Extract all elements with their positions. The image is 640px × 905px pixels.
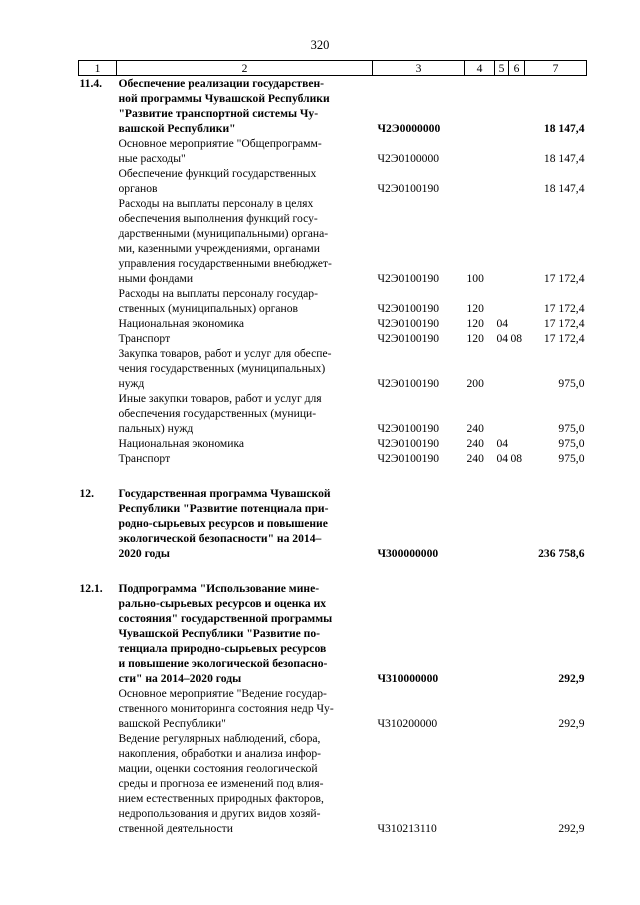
table-row	[79, 166, 587, 196]
amount: 975,0	[558, 422, 585, 435]
table-row	[79, 581, 587, 686]
target-article-code: Ч2Э0100190	[377, 317, 440, 330]
row-description: Подпрограмма "Использование мине- рально-сырьевых ресурсов и оценка их состояния" государственной программы Чувашской Республики "Развитие по- тенциала природно-сырьевых ресурсов и повышение экологической безопасно- сти" на 2014–2020 годы	[118, 582, 333, 685]
section-code	[495, 286, 509, 316]
row-description: Расходы на выплаты персоналу государ- ственных (муниципальных) органов	[118, 287, 318, 315]
amount: 292,9	[558, 822, 585, 835]
table-row	[79, 686, 587, 731]
subsection-code	[509, 196, 525, 286]
expense-type-code	[465, 486, 495, 561]
expense-type-code: 240	[466, 422, 484, 435]
amount: 18 147,4	[543, 182, 585, 195]
amount: 292,9	[558, 717, 585, 730]
amount: 975,0	[558, 452, 585, 465]
amount: 18 147,4	[543, 152, 585, 165]
target-article-code: Ч2Э0100190	[377, 272, 440, 285]
table-body	[79, 76, 587, 837]
expense-type-code	[465, 731, 495, 836]
expense-type-code: 100	[466, 272, 484, 285]
table-row	[79, 731, 587, 836]
expense-type-code	[465, 166, 495, 196]
expense-type-code	[465, 581, 495, 686]
row-description: Национальная экономика	[118, 437, 245, 450]
amount: 236 758,6	[538, 547, 585, 560]
table-row	[79, 436, 587, 451]
amount: 17 172,4	[543, 272, 585, 285]
row-number	[79, 166, 117, 196]
row-number	[79, 136, 117, 166]
subsection-code	[509, 731, 525, 836]
section-code	[495, 76, 509, 137]
section-code	[495, 486, 509, 561]
subsection-code: 08	[510, 332, 523, 345]
spacer-cell	[79, 561, 587, 581]
table-row	[79, 316, 587, 331]
target-article-code: Ч310213110	[377, 822, 437, 835]
expense-type-code: 200	[466, 377, 484, 390]
spacer-cell	[79, 466, 587, 486]
section-code: 04	[496, 452, 509, 465]
header-row	[79, 61, 587, 76]
row-description: Основное мероприятие "Ведение государ- ственного мониторинга состояния недр Чу- вашской Республики"	[118, 687, 334, 730]
section-code	[495, 581, 509, 686]
subsection-code	[509, 686, 525, 731]
row-description: Национальная экономика	[118, 317, 245, 330]
table-row	[79, 286, 587, 316]
target-article-code: Ч310000000	[377, 672, 439, 685]
target-article-code: Ч2Э0100000	[377, 152, 440, 165]
target-article-code: Ч2Э0100190	[377, 377, 440, 390]
section-code	[495, 196, 509, 286]
expense-type-code: 120	[466, 302, 484, 315]
row-description: Расходы на выплаты персоналу в целях обеспечения выполнения функций госу- дарственными (муниципальными) органа- ми, казенными учреждениями, органами управления государственными внебюджет- ными фондами	[118, 197, 332, 285]
spacer-row	[79, 466, 587, 486]
row-number: 12.	[79, 487, 94, 500]
amount: 18 147,4	[543, 122, 585, 135]
amount: 17 172,4	[543, 317, 585, 330]
header-col-2: 2	[117, 61, 373, 76]
header-col-7: 7	[525, 61, 587, 76]
row-description: Транспорт	[118, 332, 171, 345]
page-number: 320	[310, 38, 330, 52]
subsection-code	[509, 286, 525, 316]
table-row	[79, 346, 587, 391]
row-number	[79, 331, 117, 346]
header-col-1: 1	[79, 61, 117, 76]
row-description: Транспорт	[118, 452, 171, 465]
table-row	[79, 196, 587, 286]
expense-type-code	[465, 686, 495, 731]
target-article-code: Ч310200000	[377, 717, 438, 730]
expense-type-code: 120	[466, 332, 484, 345]
target-article-code: Ч2Э0000000	[377, 122, 441, 135]
target-article-code: Ч2Э0100190	[377, 302, 440, 315]
table-header	[79, 61, 587, 76]
row-description: Ведение регулярных наблюдений, сбора, накопления, обработки и анализа инфор- мации, оценки состояния геологической среды и прогноза ее изменений под влия- нием естественных природных факторов, недропользования и других видов хозяй- ственной деятельности	[118, 732, 324, 835]
target-article-code: Ч2Э0100190	[377, 437, 440, 450]
subsection-code	[509, 136, 525, 166]
header-col-6: 6	[509, 61, 525, 76]
budget-table	[78, 60, 587, 836]
row-number	[79, 196, 117, 286]
section-code: 04	[496, 317, 509, 330]
expense-type-code: 240	[466, 437, 484, 450]
table-row	[79, 76, 587, 137]
section-code	[495, 391, 509, 436]
section-code	[495, 731, 509, 836]
expense-type-code	[465, 136, 495, 166]
target-article-code: Ч300000000	[377, 547, 439, 560]
target-article-code: Ч2Э0100190	[377, 452, 440, 465]
row-description: Обеспечение функций государственных органов	[118, 167, 317, 195]
subsection-code	[509, 436, 525, 451]
amount: 292,9	[558, 672, 585, 685]
subsection-code	[509, 166, 525, 196]
row-number: 11.4.	[79, 77, 103, 90]
amount: 975,0	[558, 377, 585, 390]
header-col-5: 5	[495, 61, 509, 76]
header-col-3: 3	[373, 61, 465, 76]
subsection-code	[509, 76, 525, 137]
row-number	[79, 346, 117, 391]
subsection-code: 08	[510, 452, 523, 465]
expense-type-code: 120	[466, 317, 484, 330]
section-code: 04	[496, 437, 509, 450]
subsection-code	[509, 581, 525, 686]
table-row	[79, 331, 587, 346]
amount: 17 172,4	[543, 302, 585, 315]
table-row	[79, 136, 587, 166]
target-article-code: Ч2Э0100190	[377, 182, 440, 195]
row-number	[79, 731, 117, 836]
row-description: Государственная программа Чувашской Республики "Развитие потенциала при- родно-сырьевых ресурсов и повышение экологической безопасности" на 2014– 2020 годы	[118, 487, 331, 560]
target-article-code: Ч2Э0100190	[377, 332, 440, 345]
table-row	[79, 391, 587, 436]
table-row	[79, 451, 587, 466]
row-number	[79, 686, 117, 731]
header-col-4: 4	[465, 61, 495, 76]
row-number	[79, 436, 117, 451]
row-number: 12.1.	[79, 582, 103, 595]
amount: 17 172,4	[543, 332, 585, 345]
target-article-code: Ч2Э0100190	[377, 422, 440, 435]
section-code: 04	[496, 332, 509, 345]
section-code	[495, 136, 509, 166]
section-code	[495, 346, 509, 391]
subsection-code	[509, 346, 525, 391]
row-number	[79, 316, 117, 331]
row-description: Основное мероприятие "Общепрограмм- ные расходы"	[118, 137, 322, 165]
row-number	[79, 391, 117, 436]
amount: 975,0	[558, 437, 585, 450]
expense-type-code	[465, 76, 495, 137]
subsection-code	[509, 316, 525, 331]
row-description: Закупка товаров, работ и услуг для обеспе- чения государственных (муниципальных) нужд	[118, 347, 332, 390]
section-code	[495, 166, 509, 196]
expense-type-code: 240	[466, 452, 484, 465]
subsection-code	[509, 486, 525, 561]
table-row	[79, 486, 587, 561]
row-description: Иные закупки товаров, работ и услуг для обеспечения государственных (муници- пальных) нужд	[118, 392, 322, 435]
spacer-row	[79, 561, 587, 581]
subsection-code	[509, 391, 525, 436]
section-code	[495, 686, 509, 731]
row-number	[79, 286, 117, 316]
row-description: Обеспечение реализации государствен- ной программы Чувашской Республики "Развитие транспортной системы Чу- вашской Республики"	[118, 77, 330, 135]
row-number	[79, 451, 117, 466]
